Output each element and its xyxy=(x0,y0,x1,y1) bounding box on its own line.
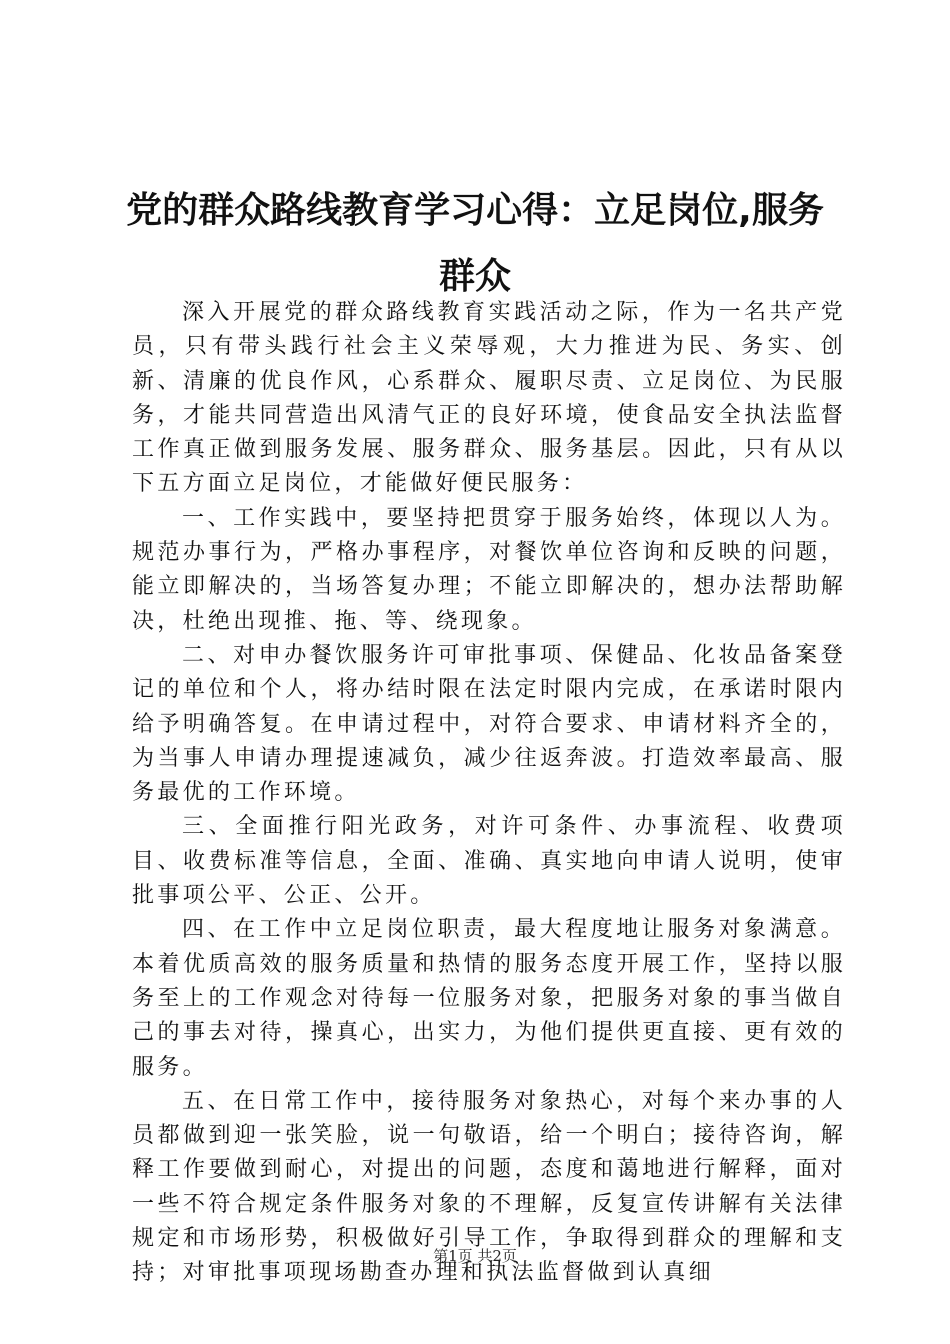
paragraph-point-2: 二、对申办餐饮服务许可审批事项、保健品、化妆品备案登记的单位和个人，将办结时限在法定时限内完成，在承诺时限内给予明确答复。在申请过程中，对符合要求、申请材料齐全的，为当事人申请办理提速减负，减少往返奔波。打造效率最高、服务最优的工作环境。 xyxy=(132,642,846,806)
document-body xyxy=(132,296,846,1291)
paragraph-point-4: 四、在工作中立足岗位职责，最大程度地让服务对象满意。本着优质高效的服务质量和热情的服务态度开展工作，坚持以服务至上的工作观念对待每一位服务对象，把服务对象的事当做自己的事去对待，操真心，出实力，为他们提供更直接、更有效的服务。 xyxy=(132,917,846,1080)
document-title: 党的群众路线教育学习心得：立足岗位,服务群众 xyxy=(126,190,824,297)
paragraph-point-3: 三、全面推行阳光政务，对许可条件、办事流程、收费项目、收费标准等信息，全面、准确、真实地向申请人说明，使审批事项公平、公正、公开。 xyxy=(132,814,846,909)
page-number-footer: 第1页 共2页 xyxy=(433,1247,517,1265)
paragraph-point-1: 一、工作实践中，要坚持把贯穿于服务始终，体现以人为。规范办事行为，严格办事程序，对餐饮单位咨询和反映的问题，能立即解决的，当场答复办理；不能立即解决的，想办法帮助解决，杜绝出现推、拖、等、绕现象。 xyxy=(132,505,846,634)
paragraph-intro: 深入开展党的群众路线教育实践活动之际，作为一名共产党员，只有带头践行社会主义荣辱观，大力推进为民、务实、创新、清廉的优良作风，心系群众、履职尽责、立足岗位、为民服务，才能共同营造出风清气正的良好环境，使食品安全执法监督工作真正做到服务发展、服务群众、服务基层。因此，只有从以下五方面立足岗位，才能做好便民服务： xyxy=(132,300,846,497)
paragraph-point-5: 五、在日常工作中，接待服务对象热心，对每个来办事的人员都做到迎一张笑脸，说一句敬语，给一个明白；接待咨询，解释工作要做到耐心，对提出的问题，态度和蔼地进行解释，面对一些不符合规定条件服务对象的不理解，反复宣传讲解有关法律规定和市场形势，积极做好引导工作，争取得到群众的理解和支持；对审批事项现场勘查办理和执法监督做到认真细 xyxy=(132,1088,846,1286)
